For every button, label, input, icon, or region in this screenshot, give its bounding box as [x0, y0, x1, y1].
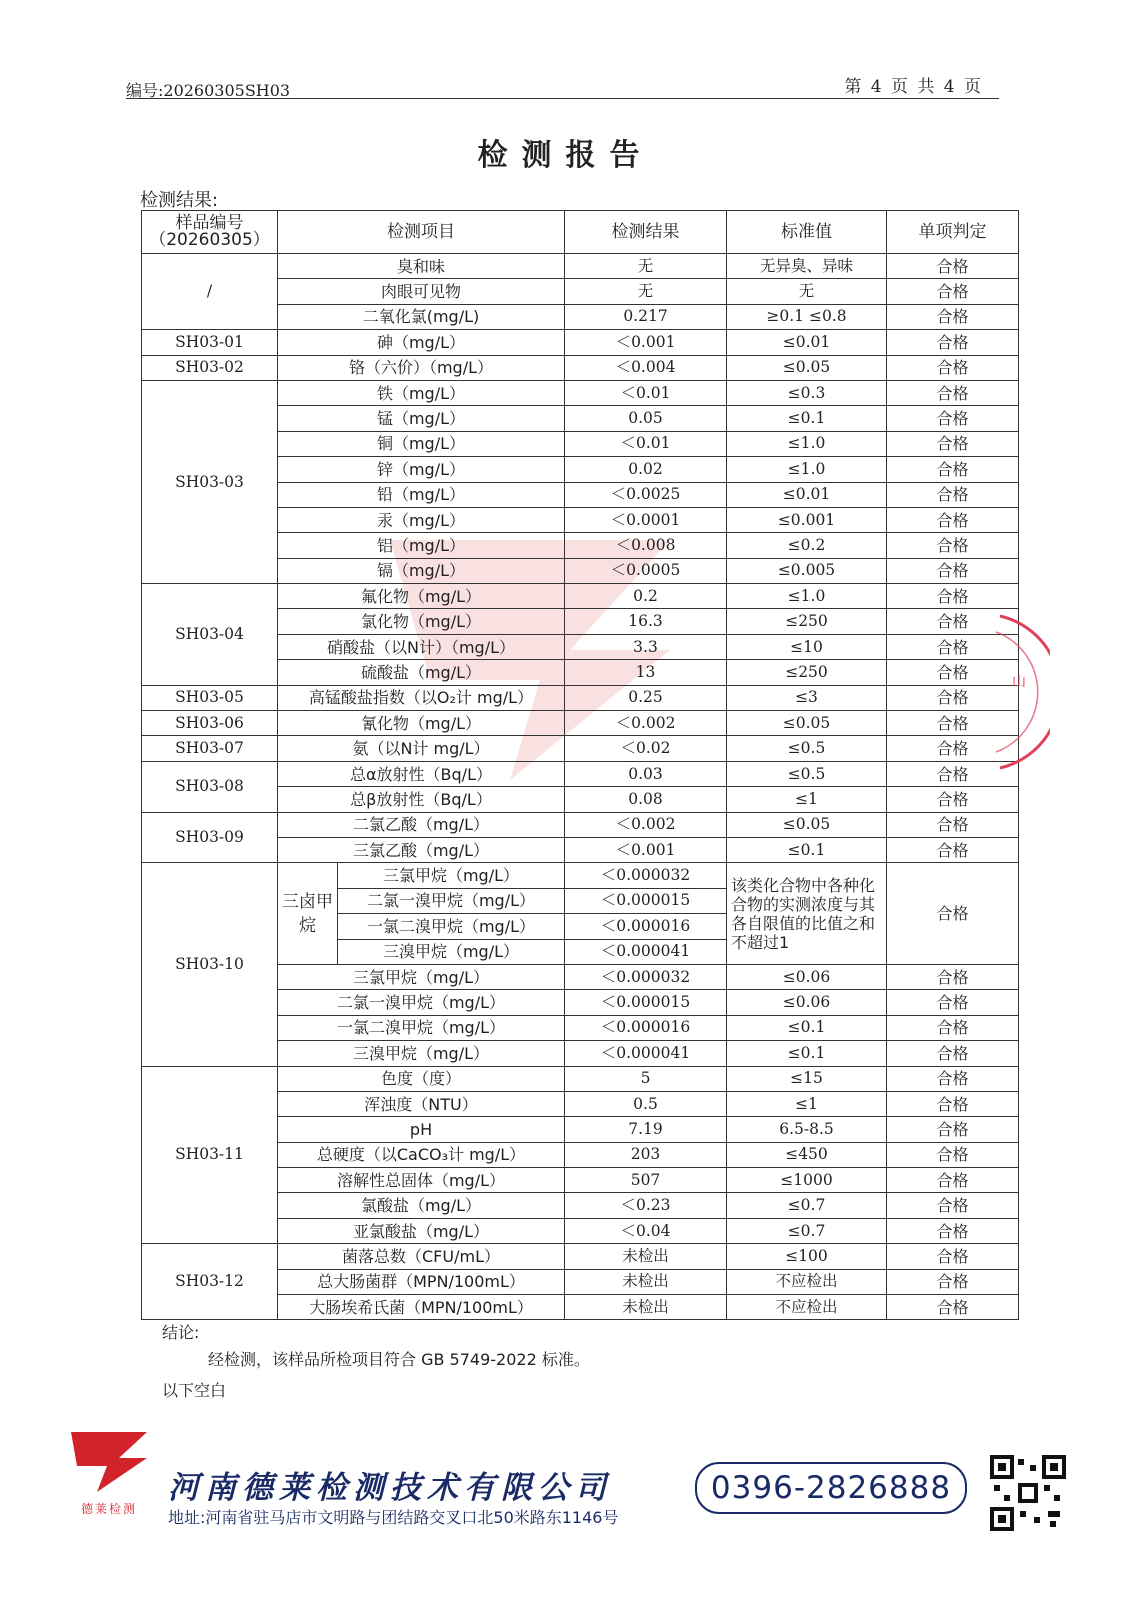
- sample-id-cell: SH03-12: [142, 1244, 278, 1320]
- judgement-cell: 合格: [887, 507, 1019, 532]
- result-cell: 未检出: [565, 1295, 727, 1320]
- logo-text: 德莱检测: [80, 1502, 137, 1516]
- header-item: 检测项目: [278, 211, 565, 254]
- standard-cell: ≤0.1: [727, 406, 887, 431]
- judgement-cell: 合格: [887, 990, 1019, 1015]
- standard-cell: ≤0.1: [727, 837, 887, 862]
- standard-cell: ≤10: [727, 634, 887, 659]
- judgement-cell: 合格: [887, 1269, 1019, 1294]
- company-name: 河南德莱检测技术有限公司: [168, 1470, 612, 1506]
- sample-id-cell: SH03-04: [142, 584, 278, 686]
- judgement-cell: 合格: [887, 558, 1019, 583]
- result-cell: 0.02: [565, 457, 727, 482]
- result-cell: 7.19: [565, 1117, 727, 1142]
- judgement-cell: 合格: [887, 254, 1019, 279]
- standard-cell: ≤1: [727, 1091, 887, 1116]
- official-seal-stamp: [990, 612, 1050, 772]
- item-cell: 锌（mg/L）: [278, 457, 565, 482]
- result-cell: ＜0.000016: [565, 1015, 727, 1040]
- judgement-cell: 合格: [887, 1041, 1019, 1066]
- item-cell: 高锰酸盐指数（以O₂计 mg/L）: [278, 685, 565, 710]
- sample-id-cell: SH03-05: [142, 685, 278, 710]
- standard-cell: ≤0.005: [727, 558, 887, 583]
- thm-group-label: 三卤甲烷: [278, 863, 338, 965]
- judgement-cell: 合格: [887, 964, 1019, 989]
- item-cell: 铬（六价）（mg/L）: [278, 355, 565, 380]
- company-phone: 0396-2826888: [695, 1462, 967, 1514]
- judgement-cell: 合格: [887, 609, 1019, 634]
- result-cell: 0.08: [565, 787, 727, 812]
- item-cell: 硝酸盐（以N计）（mg/L）: [278, 634, 565, 659]
- standard-cell: ≤15: [727, 1066, 887, 1091]
- judgement-cell: 合格: [887, 761, 1019, 786]
- item-cell: 二氯一溴甲烷（mg/L）: [338, 888, 565, 913]
- judgement-cell: 合格: [887, 863, 1019, 965]
- judgement-cell: 合格: [887, 304, 1019, 329]
- item-cell: 一氯二溴甲烷（mg/L）: [278, 1015, 565, 1040]
- judgement-cell: 合格: [887, 1091, 1019, 1116]
- result-cell: 203: [565, 1142, 727, 1167]
- item-cell: 砷（mg/L）: [278, 330, 565, 355]
- standard-cell: ≤0.06: [727, 990, 887, 1015]
- svg-text:山: 山: [1012, 674, 1026, 690]
- judgement-cell: 合格: [887, 1218, 1019, 1243]
- table-row: [142, 1244, 1019, 1269]
- item-cell: 色度（度）: [278, 1066, 565, 1091]
- standard-cell: ≤3: [727, 685, 887, 710]
- standard-cell: ≤450: [727, 1142, 887, 1167]
- item-cell: 溶解性总固体（mg/L）: [278, 1168, 565, 1193]
- judgement-cell: 合格: [887, 634, 1019, 659]
- result-cell: ＜0.000032: [565, 964, 727, 989]
- item-cell: 一氯二溴甲烷（mg/L）: [338, 914, 565, 939]
- table-row: [142, 254, 1019, 279]
- standard-cell: 不应检出: [727, 1295, 887, 1320]
- blank-below-note: 以下空白: [162, 1381, 227, 1400]
- header-sample-sub: （20260305）: [149, 230, 270, 250]
- standard-cell: ≤0.05: [727, 711, 887, 736]
- standard-cell: ≤250: [727, 609, 887, 634]
- conclusion-text: 经检测，该样品所检项目符合 GB 5749-2022 标准。: [208, 1350, 590, 1369]
- result-cell: ＜0.000032: [565, 863, 727, 888]
- item-cell: 铁（mg/L）: [278, 380, 565, 405]
- judgement-cell: 合格: [887, 279, 1019, 304]
- item-cell: 臭和味: [278, 254, 565, 279]
- table-row: [142, 584, 1019, 609]
- conclusion-label: 结论:: [162, 1323, 200, 1342]
- item-cell: 三氯甲烷（mg/L）: [278, 964, 565, 989]
- standard-cell: ≤0.06: [727, 964, 887, 989]
- result-cell: 0.2: [565, 584, 727, 609]
- judgement-cell: 合格: [887, 1295, 1019, 1320]
- standard-cell: 6.5-8.5: [727, 1117, 887, 1142]
- result-cell: ＜0.0005: [565, 558, 727, 583]
- result-cell: 0.03: [565, 761, 727, 786]
- judgement-cell: 合格: [887, 787, 1019, 812]
- judgement-cell: 合格: [887, 406, 1019, 431]
- standard-cell: ≤1000: [727, 1168, 887, 1193]
- judgement-cell: 合格: [887, 431, 1019, 456]
- item-cell: 二氯一溴甲烷（mg/L）: [278, 990, 565, 1015]
- table-row: [142, 736, 1019, 761]
- judgement-cell: 合格: [887, 584, 1019, 609]
- judgement-cell: 合格: [887, 812, 1019, 837]
- result-cell: 无: [565, 254, 727, 279]
- table-row: [142, 685, 1019, 710]
- item-cell: 亚氯酸盐（mg/L）: [278, 1218, 565, 1243]
- report-title: 检测报告: [477, 138, 654, 173]
- results-label: 检测结果:: [140, 190, 219, 211]
- result-cell: ＜0.001: [565, 837, 727, 862]
- result-cell: ＜0.000015: [565, 888, 727, 913]
- judgement-cell: 合格: [887, 533, 1019, 558]
- item-cell: 三氯乙酸（mg/L）: [278, 837, 565, 862]
- item-cell: 氯化物（mg/L）: [278, 609, 565, 634]
- item-cell: 菌落总数（CFU/mL）: [278, 1244, 565, 1269]
- standard-cell: ≤0.7: [727, 1193, 887, 1218]
- standard-cell: ≤0.7: [727, 1218, 887, 1243]
- standard-cell: ≤0.1: [727, 1015, 887, 1040]
- company-logo: [64, 1428, 154, 1517]
- result-cell: ＜0.000015: [565, 990, 727, 1015]
- table-row: [142, 711, 1019, 736]
- item-cell: 大肠埃希氏菌（MPN/100mL）: [278, 1295, 565, 1320]
- standard-cell: ≤0.001: [727, 507, 887, 532]
- sample-id-cell: /: [142, 254, 278, 330]
- sample-id-cell: SH03-09: [142, 812, 278, 863]
- table-row: [142, 761, 1019, 786]
- standard-cell: ≤0.3: [727, 380, 887, 405]
- item-cell: 二氧化氯(mg/L): [278, 304, 565, 329]
- item-cell: 氰化物（mg/L）: [278, 711, 565, 736]
- header-divider: [126, 98, 999, 99]
- result-cell: ＜0.002: [565, 711, 727, 736]
- item-cell: 铅（mg/L）: [278, 482, 565, 507]
- result-cell: ＜0.000041: [565, 939, 727, 964]
- result-cell: ＜0.01: [565, 380, 727, 405]
- standard-cell: ≤250: [727, 660, 887, 685]
- logo-mark-icon: [67, 1428, 151, 1494]
- item-cell: 总硬度（以CaCO₃计 mg/L）: [278, 1142, 565, 1167]
- result-cell: 0.5: [565, 1091, 727, 1116]
- standard-cell: 无异臭、异味: [727, 254, 887, 279]
- item-cell: 肉眼可见物: [278, 279, 565, 304]
- company-address: 地址:河南省驻马店市文明路与团结路交叉口北50米路东1146号: [168, 1508, 619, 1527]
- header-sample-label: 样品编号: [175, 213, 244, 233]
- judgement-cell: 合格: [887, 1015, 1019, 1040]
- standard-cell: ≤1: [727, 787, 887, 812]
- standard-cell: 不应检出: [727, 1269, 887, 1294]
- standard-cell: ≤0.01: [727, 482, 887, 507]
- table-row: [142, 863, 1019, 888]
- result-cell: ＜0.23: [565, 1193, 727, 1218]
- standard-cell: ≤0.01: [727, 330, 887, 355]
- judgement-cell: 合格: [887, 711, 1019, 736]
- item-cell: 三溴甲烷（mg/L）: [278, 1041, 565, 1066]
- thm-standard-note: 该类化合物中各种化合物的实测浓度与其各自限值的比值之和不超过1: [727, 863, 887, 965]
- standard-cell: ≤0.5: [727, 761, 887, 786]
- result-cell: 16.3: [565, 609, 727, 634]
- sample-id-cell: SH03-08: [142, 761, 278, 812]
- result-cell: 507: [565, 1168, 727, 1193]
- table-row: [142, 1066, 1019, 1091]
- judgement-cell: 合格: [887, 330, 1019, 355]
- standard-cell: ≤100: [727, 1244, 887, 1269]
- item-cell: 氨（以N计 mg/L）: [278, 736, 565, 761]
- result-cell: ＜0.0025: [565, 482, 727, 507]
- qr-code-icon[interactable]: [990, 1455, 1066, 1531]
- sample-id-cell: SH03-07: [142, 736, 278, 761]
- judgement-cell: 合格: [887, 1168, 1019, 1193]
- judgement-cell: 合格: [887, 457, 1019, 482]
- judgement-cell: 合格: [887, 1193, 1019, 1218]
- result-cell: 0.217: [565, 304, 727, 329]
- item-cell: 铜（mg/L）: [278, 431, 565, 456]
- result-cell: ＜0.004: [565, 355, 727, 380]
- report-serial-number: 编号:20260305SH03: [126, 81, 291, 100]
- result-cell: ＜0.002: [565, 812, 727, 837]
- judgement-cell: 合格: [887, 355, 1019, 380]
- sample-id-cell: SH03-01: [142, 330, 278, 355]
- item-cell: pH: [278, 1117, 565, 1142]
- sample-id-cell: SH03-06: [142, 711, 278, 736]
- table-row: [142, 812, 1019, 837]
- result-cell: ＜0.02: [565, 736, 727, 761]
- judgement-cell: 合格: [887, 685, 1019, 710]
- item-cell: 锰（mg/L）: [278, 406, 565, 431]
- item-cell: 三溴甲烷（mg/L）: [338, 939, 565, 964]
- item-cell: 铝（mg/L）: [278, 533, 565, 558]
- result-cell: ＜0.000016: [565, 914, 727, 939]
- item-cell: 总α放射性（Bq/L）: [278, 761, 565, 786]
- result-cell: 未检出: [565, 1269, 727, 1294]
- standard-cell: ≤0.5: [727, 736, 887, 761]
- item-cell: 总大肠菌群（MPN/100mL）: [278, 1269, 565, 1294]
- judgement-cell: 合格: [887, 736, 1019, 761]
- judgement-cell: 合格: [887, 837, 1019, 862]
- result-cell: ＜0.04: [565, 1218, 727, 1243]
- standard-cell: ≤0.05: [727, 812, 887, 837]
- results-table: [141, 210, 1019, 1320]
- standard-cell: 无: [727, 279, 887, 304]
- item-cell: 二氯乙酸（mg/L）: [278, 812, 565, 837]
- item-cell: 硫酸盐（mg/L）: [278, 660, 565, 685]
- item-cell: 氯酸盐（mg/L）: [278, 1193, 565, 1218]
- result-cell: ＜0.000041: [565, 1041, 727, 1066]
- table-row: [142, 355, 1019, 380]
- table-header-row: [142, 211, 1019, 254]
- result-cell: ＜0.008: [565, 533, 727, 558]
- item-cell: 汞（mg/L）: [278, 507, 565, 532]
- sample-id-cell: SH03-10: [142, 863, 278, 1066]
- sample-id-cell: SH03-11: [142, 1066, 278, 1244]
- item-cell: 氟化物（mg/L）: [278, 584, 565, 609]
- judgement-cell: 合格: [887, 1142, 1019, 1167]
- table-row: [142, 380, 1019, 405]
- result-cell: 5: [565, 1066, 727, 1091]
- item-cell: 镉（mg/L）: [278, 558, 565, 583]
- standard-cell: ≤1.0: [727, 431, 887, 456]
- judgement-cell: 合格: [887, 660, 1019, 685]
- header-result: 检测结果: [565, 211, 727, 254]
- judgement-cell: 合格: [887, 1117, 1019, 1142]
- standard-cell: ≤0.1: [727, 1041, 887, 1066]
- judgement-cell: 合格: [887, 482, 1019, 507]
- result-cell: 0.05: [565, 406, 727, 431]
- judgement-cell: 合格: [887, 1066, 1019, 1091]
- judgement-cell: 合格: [887, 380, 1019, 405]
- result-cell: ＜0.0001: [565, 507, 727, 532]
- standard-cell: ≥0.1 ≤0.8: [727, 304, 887, 329]
- standard-cell: ≤0.05: [727, 355, 887, 380]
- table-row: [142, 330, 1019, 355]
- header-sample-id: [142, 211, 278, 254]
- item-cell: 三氯甲烷（mg/L）: [338, 863, 565, 888]
- result-cell: 13: [565, 660, 727, 685]
- result-cell: 0.25: [565, 685, 727, 710]
- item-cell: 总β放射性（Bq/L）: [278, 787, 565, 812]
- standard-cell: ≤1.0: [727, 457, 887, 482]
- result-cell: 3.3: [565, 634, 727, 659]
- result-cell: ＜0.001: [565, 330, 727, 355]
- result-cell: ＜0.01: [565, 431, 727, 456]
- standard-cell: ≤0.2: [727, 533, 887, 558]
- item-cell: 浑浊度（NTU）: [278, 1091, 565, 1116]
- page-number: 第 4 页 共 4 页: [844, 77, 983, 97]
- result-cell: 未检出: [565, 1244, 727, 1269]
- header-judgement: 单项判定: [887, 211, 1019, 254]
- header-standard: 标准值: [727, 211, 887, 254]
- result-cell: 无: [565, 279, 727, 304]
- judgement-cell: 合格: [887, 1244, 1019, 1269]
- sample-id-cell: SH03-02: [142, 355, 278, 380]
- sample-id-cell: SH03-03: [142, 380, 278, 583]
- standard-cell: ≤1.0: [727, 584, 887, 609]
